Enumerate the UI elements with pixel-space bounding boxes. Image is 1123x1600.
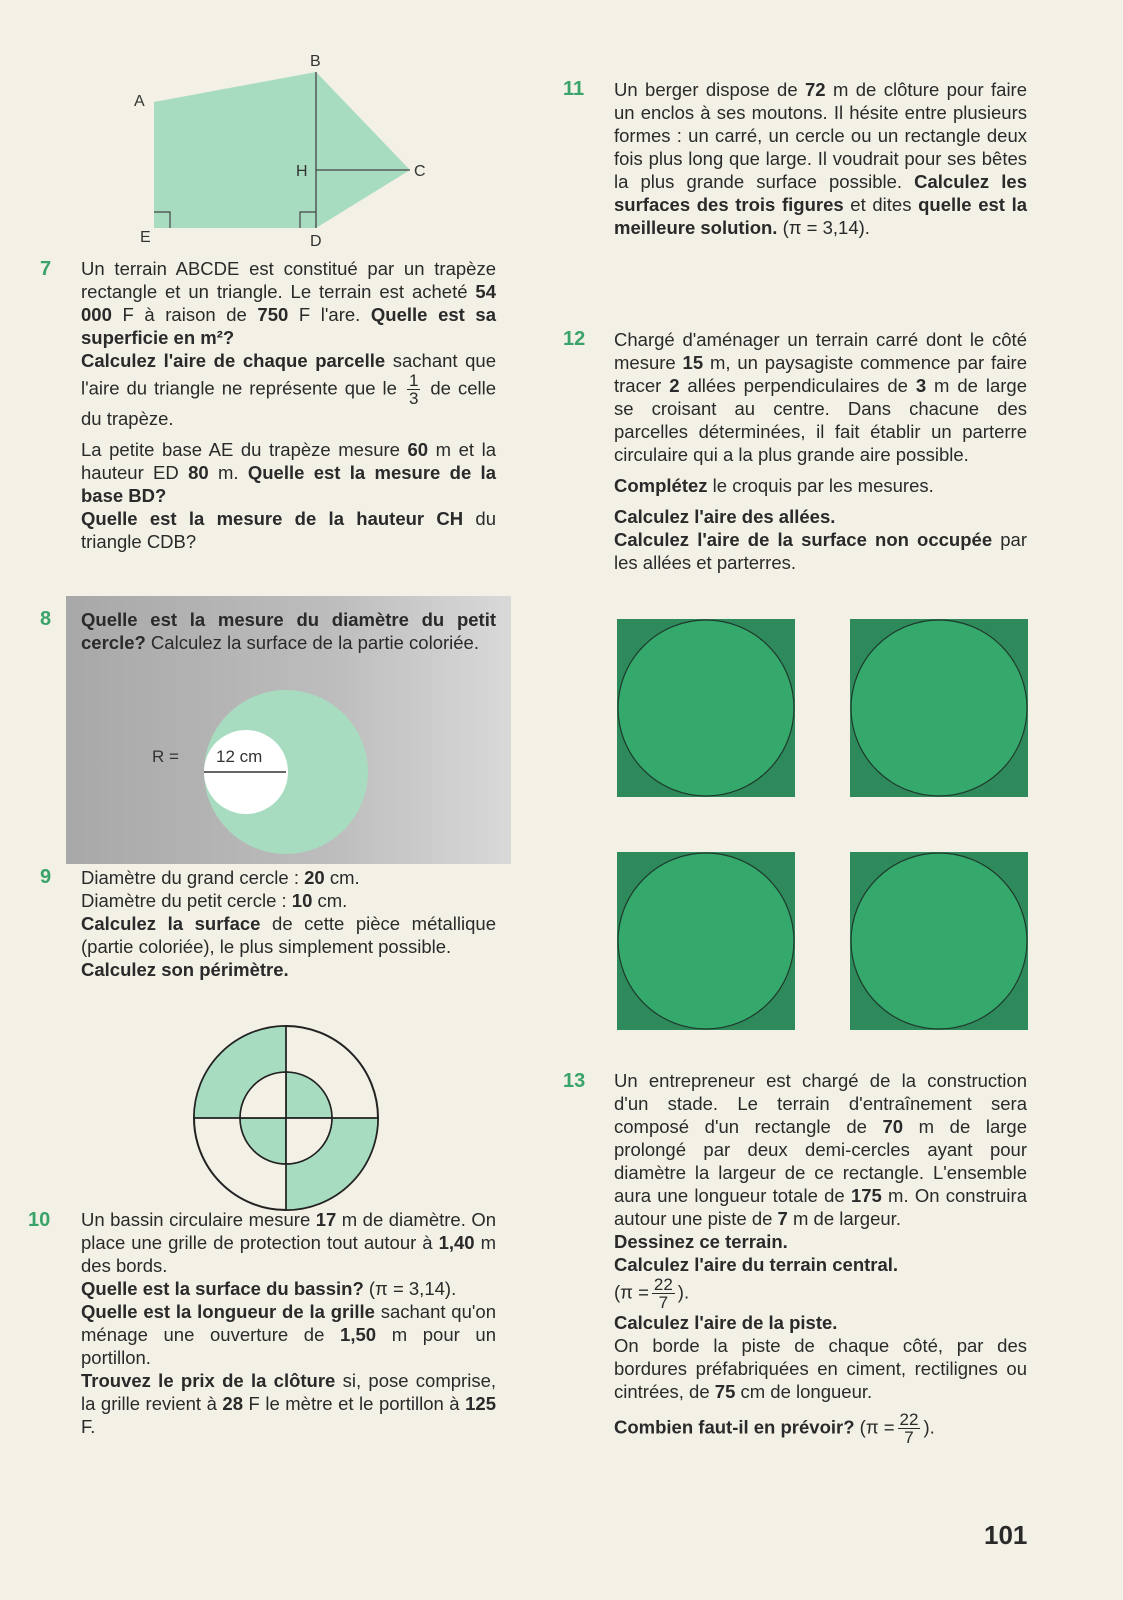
radius-value: 12 cm <box>216 747 263 766</box>
ex8-number: 8 <box>40 608 52 630</box>
ex7-number: 7 <box>40 258 52 280</box>
ex11-number: 11 <box>563 78 585 100</box>
ex7-figure <box>130 50 460 250</box>
parterre-top-right <box>850 619 1028 797</box>
label-a: A <box>134 93 145 110</box>
ex8-text: Quelle est la mesure du diamètre du petit cercle? Calculez la surface de la partie coloriée. <box>81 609 496 653</box>
ex10-text: Un bassin circulaire mesure 17 m de diamètre. On place une grille de protection tout autour à 1,40 m des bords. Quelle est la surface du bassin? (π = 3,14). Quelle est la longueur de la grille sachant qu'on ménage une ouverture de 1,50 m pour un portillon. Trouvez le prix de la clôture si, pose comprise, la grille revient à 28 F le mètre et le portillon à 125 F. <box>81 1209 497 1437</box>
fraction-22-7-b: $\frac{22}{7}$ <box>899 1410 919 1447</box>
ex9-figure <box>190 1020 390 1220</box>
radius-label: R = <box>152 747 179 766</box>
label-h: H <box>296 163 308 180</box>
fraction-one-third: $\frac{1}{3}$ <box>408 371 419 408</box>
label-e: E <box>140 229 151 246</box>
label-c: C <box>414 163 426 180</box>
ex13-text: Un entrepreneur est chargé de la construction d'un stade. Le terrain d'entraînement sera composé d'un rectangle de 70 m de large prolongé par deux demi-cercles ayant pour diamètre la largeur de ce rectangle. L'ensemble aura une longueur totale de 175 m. On construira autour une piste de 7 m de largeur. Dessinez ce terrain. Calculez l'aire du terrain central. (π = $\frac{22}{7}$ ). Calculez l'aire de la piste. On borde la piste de chaque côté, par des bordures préfabriquées en ciment, rectilignes ou cintrées, de 75 cm de longueur. Combien faut-il en prévoir? (π = $\frac{22}{7}$ ). <box>614 1070 1027 1447</box>
parterre-top-left <box>617 619 795 797</box>
parterre-bottom-left <box>617 852 795 1030</box>
ex7-text: Un terrain ABCDE est constitué par un trapèze rectangle et un triangle. Le terrain est acheté 54 000 F à raison de 750 F l'are. Quelle est sa superficie en m²? Calculez l'aire de chaque parcelle sachant que l'aire du triangle ne représente que le $\frac{1}{3}$ de celle du trapèze. La petite base AE du trapèze mesure 60 m et la hauteur ED 80 m. Quelle est la mesure de la base BD? Quelle est la mesure de la hauteur CH du triangle CDB? <box>81 258 497 552</box>
ex9-text: Diamètre du grand cercle : 20 cm. Diamètre du petit cercle : 10 cm. Calculez la surface de cette pièce métallique (partie coloriée), le plus simplement possible. Calculez son périmètre. <box>81 867 496 980</box>
ex12-text: Chargé d'aménager un terrain carré dont le côté mesure 15 m, un paysagiste commence par faire tracer 2 allées perpendiculaires de 3 m de large se croisant au centre. Dans chacune des parcelles déterminées, il fait établir un parterre circulaire qui a la plus grande aire possible. Complétez le croquis par les mesures. Calculez l'aire des allées. Calculez l'aire de la surface non occupée par les allées et parterres. <box>614 329 1027 573</box>
ex13-number: 13 <box>563 1070 586 1092</box>
label-b: B <box>310 53 321 70</box>
page-number: 101 <box>984 1520 1028 1550</box>
ex8-figure <box>140 680 400 860</box>
fraction-22-7: $\frac{22}{7}$ <box>653 1275 673 1312</box>
ex12-number: 12 <box>563 328 586 350</box>
ex12-figure <box>617 619 1030 1031</box>
ex11-text: Un berger dispose de 72 m de clôture pour faire un enclos à ses moutons. Il hésite entre plusieurs formes : un carré, un cercle ou un rectangle deux fois plus long que large. Il voudrait pour ses bêtes la plus grande surface possible. Calculez les surfaces des trois figures et dites quelle est la meilleure solution. (π = 3,14). <box>614 79 1028 238</box>
terrain-abcde <box>154 72 410 228</box>
parterre-bottom-right <box>850 852 1028 1030</box>
label-d: D <box>310 233 322 250</box>
ex10-number: 10 <box>28 1209 51 1231</box>
ex9-number: 9 <box>40 866 52 888</box>
